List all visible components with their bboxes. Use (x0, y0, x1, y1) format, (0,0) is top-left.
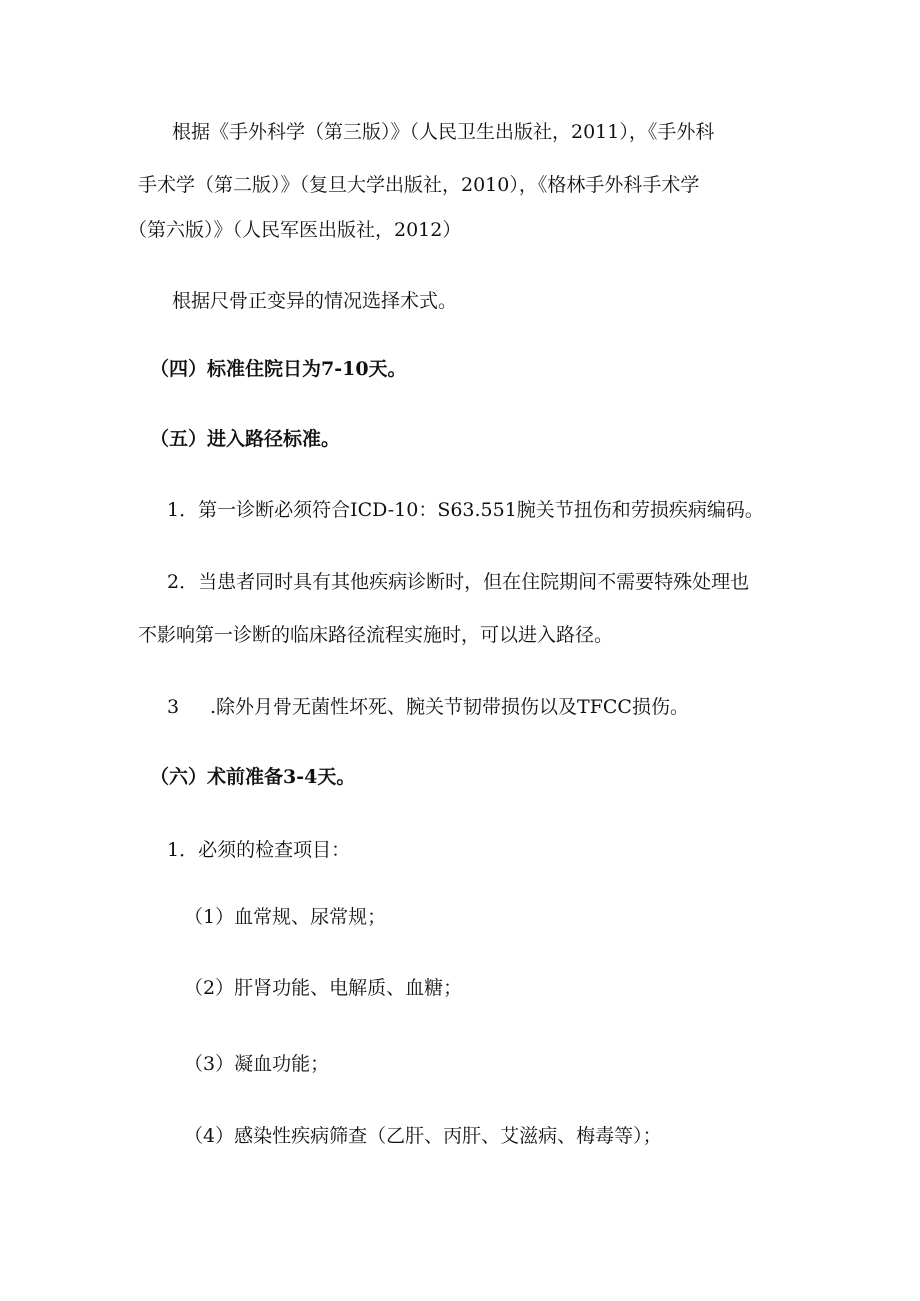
section-6-item-1: 1．必须的检查项目： (167, 839, 351, 861)
section-5-item-2-line-1: 2．当患者同时具有其他疾病诊断时，但在住院期间不需要特殊处理也 (167, 571, 750, 593)
references-line-2: 手术学（第二版）》（复旦大学出版社，2010），《格林手外科手术学 (138, 174, 700, 196)
exam-item-2: （2）肝肾功能、电解质、血糖； (184, 977, 463, 999)
section-5-heading: （五）进入路径标准。 (150, 428, 341, 450)
exam-item-4: （4）感染性疾病筛查（乙肝、丙肝、艾滋病、梅毒等）； (184, 1125, 662, 1147)
section-5-item-1: 1．第一诊断必须符合ICD-10：S63.551腕关节扭伤和劳损疾病编码。 (167, 499, 764, 521)
surgery-choice-paragraph: 根据尺骨正变异的情况选择术式。 (172, 290, 458, 312)
exam-item-1: （1）血常规、尿常规； (184, 906, 387, 928)
section-5-item-3-number: 3 (167, 696, 180, 718)
section-4-heading: （四）标准住院日为7-10天。 (150, 358, 407, 380)
section-5-item-3-text: .除外月骨无菌性坏死、腕关节韧带损伤以及TFCC损伤。 (210, 696, 689, 718)
references-line-3: （第六版）》（人民军医出版社，2012） (128, 219, 462, 241)
section-5-item-2-line-2: 不影响第一诊断的临床路径流程实施时，可以进入路径。 (138, 624, 614, 646)
exam-item-3: （3）凝血功能； (184, 1053, 330, 1075)
section-6-heading: （六）术前准备3-4天。 (150, 766, 356, 788)
references-line-1: 根据《手外科学（第三版）》（人民卫生出版社，2011），《手外科 (172, 121, 715, 143)
